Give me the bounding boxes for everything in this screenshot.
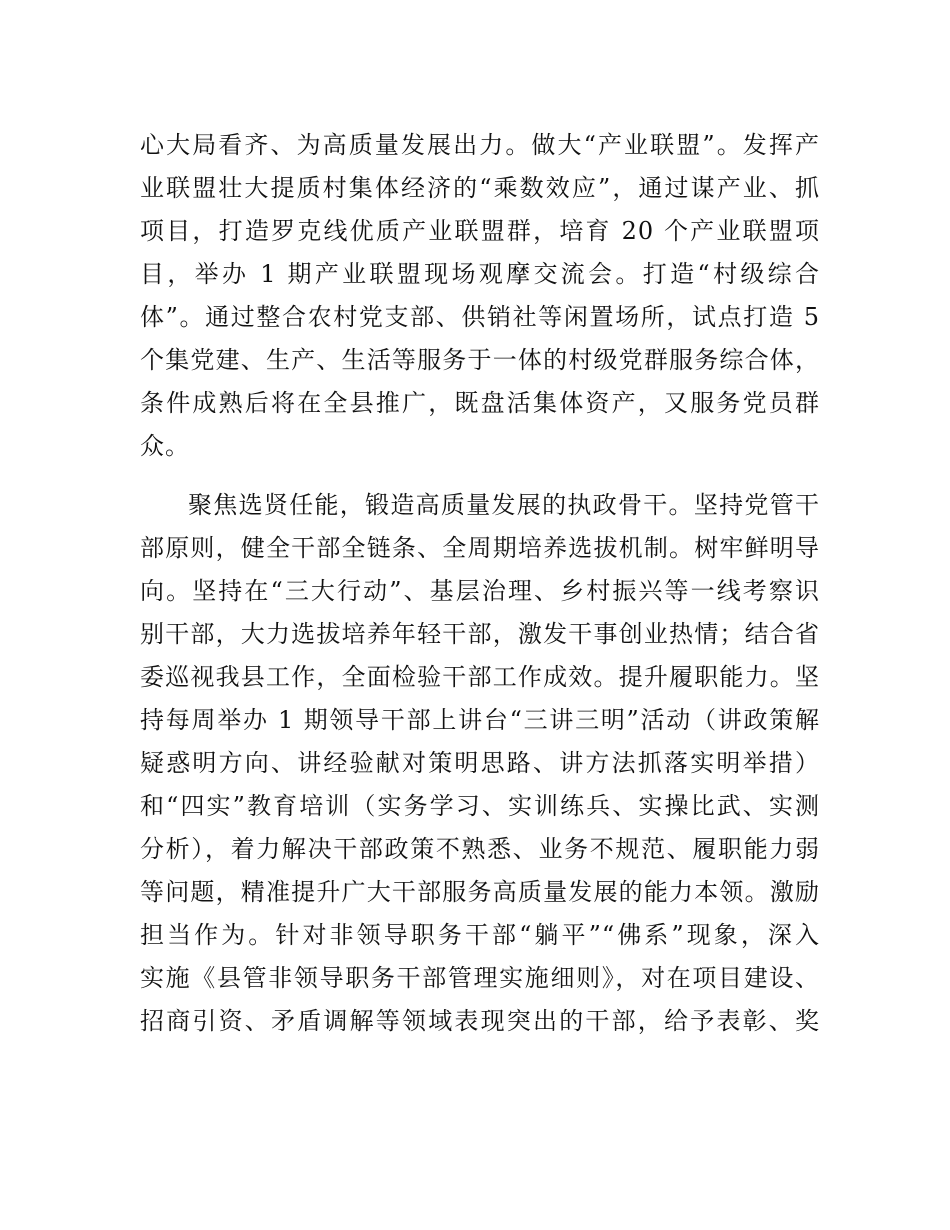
paragraph-line: 委巡视我县工作，全面检验干部工作成效。提升履职能力。坚 bbox=[140, 663, 820, 691]
paragraph-2 bbox=[140, 484, 820, 1043]
paragraph-line: 聚焦选贤任能，锻造高质量发展的执政骨干。坚持党管干 bbox=[188, 491, 820, 519]
paragraph-line: 众。 bbox=[140, 432, 190, 460]
paragraph-1 bbox=[140, 124, 820, 468]
paragraph-line: 等问题，精准提升广大干部服务高质量发展的能力本领。激励 bbox=[140, 878, 820, 906]
paragraph-line: 持每周举办 1 期领导干部上讲台“三讲三明”活动（讲政策解 bbox=[140, 706, 820, 734]
paragraph-line: 心大局看齐、为高质量发展出力。做大“产业联盟”。发挥产 bbox=[140, 131, 820, 159]
paragraph-line: 部原则，健全干部全链条、全周期培养选拔机制。树牢鲜明导 bbox=[140, 534, 820, 562]
paragraph-line: 疑惑明方向、讲经验献对策明思路、讲方法抓落实明举措） bbox=[140, 749, 820, 777]
paragraph-line: 体”。通过整合农村党支部、供销社等闲置场所，试点打造 5 bbox=[140, 303, 820, 331]
paragraph-line: 和“四实”教育培训（实务学习、实训练兵、实操比武、实测 bbox=[140, 792, 820, 820]
paragraph-line: 别干部，大力选拔培养年轻干部，激发干事创业热情；结合省 bbox=[140, 620, 820, 648]
paragraph-line: 招商引资、矛盾调解等领域表现突出的干部，给予表彰、奖 bbox=[140, 1007, 820, 1035]
paragraph-line: 向。坚持在“三大行动”、基层治理、乡村振兴等一线考察识 bbox=[140, 577, 820, 605]
paragraph-line: 实施《县管非领导职务干部管理实施细则》，对在项目建设、 bbox=[140, 964, 820, 992]
paragraph-line: 项目，打造罗克线优质产业联盟群，培育 20 个产业联盟项 bbox=[140, 217, 820, 245]
paragraph-line: 担当作为。针对非领导职务干部“躺平”“佛系”现象，深入 bbox=[140, 921, 820, 949]
paragraph-line: 个集党建、生产、生活等服务于一体的村级党群服务综合体， bbox=[140, 346, 820, 374]
paragraph-line: 目，举办 1 期产业联盟现场观摩交流会。打造“村级综合 bbox=[140, 260, 820, 288]
paragraph-line: 条件成熟后将在全县推广，既盘活集体资产，又服务党员群 bbox=[140, 389, 820, 417]
paragraph-line: 业联盟壮大提质村集体经济的“乘数效应”，通过谋产业、抓 bbox=[140, 174, 820, 202]
paragraph-line: 分析），着力解决干部政策不熟悉、业务不规范、履职能力弱 bbox=[140, 835, 820, 863]
